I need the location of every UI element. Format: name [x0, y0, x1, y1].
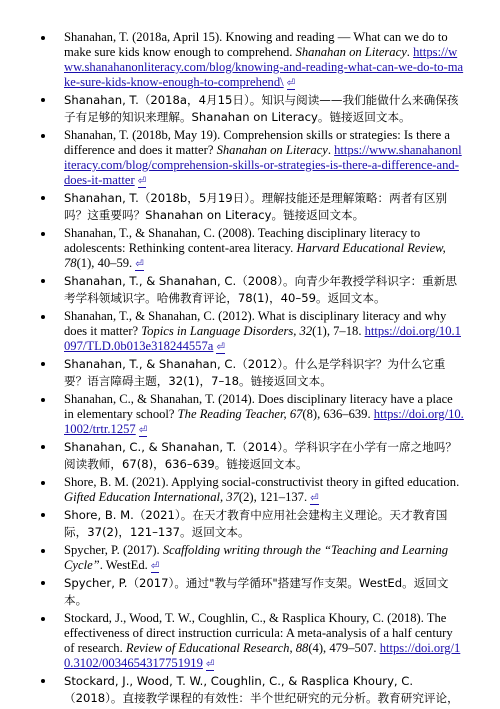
reference-item [64, 392, 464, 437]
return-arrow-icon[interactable]: ⏎ [150, 561, 160, 572]
reference-source-title: Shanahan on Literacy [216, 143, 328, 157]
reference-item [64, 507, 464, 541]
reference-source-title: Review of Educational Research, 88 [125, 641, 309, 655]
reference-item [64, 673, 464, 707]
reference-details: (2), 121–137. [238, 490, 308, 504]
reference-item [64, 128, 464, 188]
reference-item [64, 439, 464, 473]
reference-details: (1), 7–18. [312, 324, 365, 338]
reference-text: Shanahan, T., & Shanahan, C.（2012）。什么是学科识字？为什么它重要？语言障碍主题，32(1)，7–18。链接返回文本。 [64, 357, 446, 388]
reference-item [64, 356, 464, 390]
reference-text: Shanahan, T., & Shanahan, C. (2012). What is disciplinary literacy and why does it matter? [64, 309, 447, 338]
reference-details: (1), 40–59. [76, 256, 133, 270]
reference-text: Shanahan, T. (2018a, April 15). Knowing and reading — What can we do to make sure kids know enough to comprehend. [64, 30, 448, 59]
reference-text: Shanahan, T., & Shanahan, C.（2008）。向青少年教授学科识字：重新思考学科领域识字。哈佛教育评论，78(1)，40–59。返回文本。 [64, 274, 457, 305]
reference-details: . [327, 143, 335, 157]
reference-source-title: Scaffolding writing through the “Teaching and Learning Cycle” [64, 543, 449, 572]
reference-text: Stockard, J., Wood, T. W., Coughlin, C., & Rasplica Khoury, C.（2018）。直接教学课程的有效性：半个世纪研究的元分析。教育研究评论， [64, 674, 459, 705]
reference-list [0, 30, 464, 707]
reference-url-link[interactable]: https://doi.org/10.3102/0034654317751919 [64, 641, 461, 670]
return-arrow-icon[interactable]: ⏎ [138, 425, 148, 436]
reference-item [64, 543, 464, 573]
reference-item [64, 92, 464, 126]
reference-text: Shanahan, T., & Shanahan, C. (2008). Teaching disciplinary literacy to adolescents: Rethinking content-area literacy. [64, 226, 421, 255]
reference-url-link[interactable]: https://doi.org/10.1097/TLD.0b013e318244557a [64, 324, 461, 353]
reference-text: Shanahan, T. (2018b, May 19). Comprehension skills or strategies: Is there a difference and does it matter? [64, 128, 451, 157]
reference-item [64, 273, 464, 307]
reference-text: Spycher, P.（2017）。通过"教与学循环"搭建写作支架。WestEd。返回文本。 [64, 576, 449, 607]
return-arrow-icon[interactable]: ⏎ [135, 259, 144, 270]
reference-url-link[interactable]: https://www.shanahanonliteracy.com/blog/knowing-and-reading-what-can-we-do-to-make-sure-kids-know-enough-to-comprehend\ [64, 45, 464, 89]
reference-text: Shanahan, C., & Shanahan, T.（2014）。学科识字在小学有一席之地吗？阅读教师，67(8)，636–639。链接返回文本。 [64, 440, 457, 471]
reference-item [64, 30, 464, 90]
reference-item [64, 475, 464, 505]
reference-url-link[interactable]: https://doi.org/10.1002/trtr.1257 [64, 407, 464, 436]
reference-text: Spycher, P. (2017). [64, 543, 163, 557]
reference-item [64, 309, 464, 354]
return-arrow-icon[interactable]: ⏎ [137, 176, 147, 187]
reference-item [64, 190, 464, 224]
reference-source-title: The Reading Teacher, 67 [177, 407, 303, 421]
return-arrow-icon[interactable]: ⏎ [205, 659, 215, 670]
reference-source-title: Harvard Educational Review, 78 [64, 241, 446, 270]
return-arrow-icon[interactable]: ⏎ [216, 342, 225, 353]
reference-item [64, 611, 464, 671]
reference-details: . [406, 45, 414, 59]
reference-source-title: Gifted Education International, 37 [64, 490, 239, 504]
reference-text: Shanahan, C., & Shanahan, T. (2014). Does disciplinary literacy have a place in elementary school? [64, 392, 453, 421]
reference-source-title: Shanahan on Literacy [295, 45, 407, 59]
reference-details: (8), 636–639. [302, 407, 374, 421]
reference-source-title: Topics in Language Disorders, 32 [141, 324, 313, 338]
reference-details: . WestEd. [99, 558, 148, 572]
reference-url-link[interactable]: https://www.shanahanonliteracy.com/blog/comprehension-skills-or-strategies-is-there-a-difference-and-does-it-matter [64, 143, 462, 187]
reference-item [64, 575, 464, 609]
reference-item [64, 226, 464, 271]
reference-text: Shore, B. M.（2021）。在天才教育中应用社会建构主义理论。天才教育国际，37(2)，121–137。返回文本。 [64, 508, 448, 539]
reference-page [0, 30, 500, 709]
reference-text: Stockard, J., Wood, T. W., Coughlin, C., & Rasplica Khoury, C. (2018). The effectiveness of direct instruction curricula: A meta-analysis of a half century of research. [64, 611, 453, 655]
return-arrow-icon[interactable]: ⏎ [286, 78, 296, 89]
reference-details: (4), 479–507. [308, 641, 380, 655]
reference-text: Shanahan, T.（2018b，5月19日）。理解技能还是理解策略：两者有区别吗？这重要吗？Shanahan on Literacy。链接返回文本。 [64, 191, 448, 222]
return-arrow-icon[interactable]: ⏎ [310, 493, 319, 504]
reference-text: Shore, B. M. (2021). Applying social-constructivist theory in gifted education. [64, 475, 460, 489]
reference-text: Shanahan, T.（2018a，4月15日）。知识与阅读——我们能做什么来确保孩子有足够的知识来理解。Shanahan on Literacy。链接返回文本。 [64, 93, 459, 124]
